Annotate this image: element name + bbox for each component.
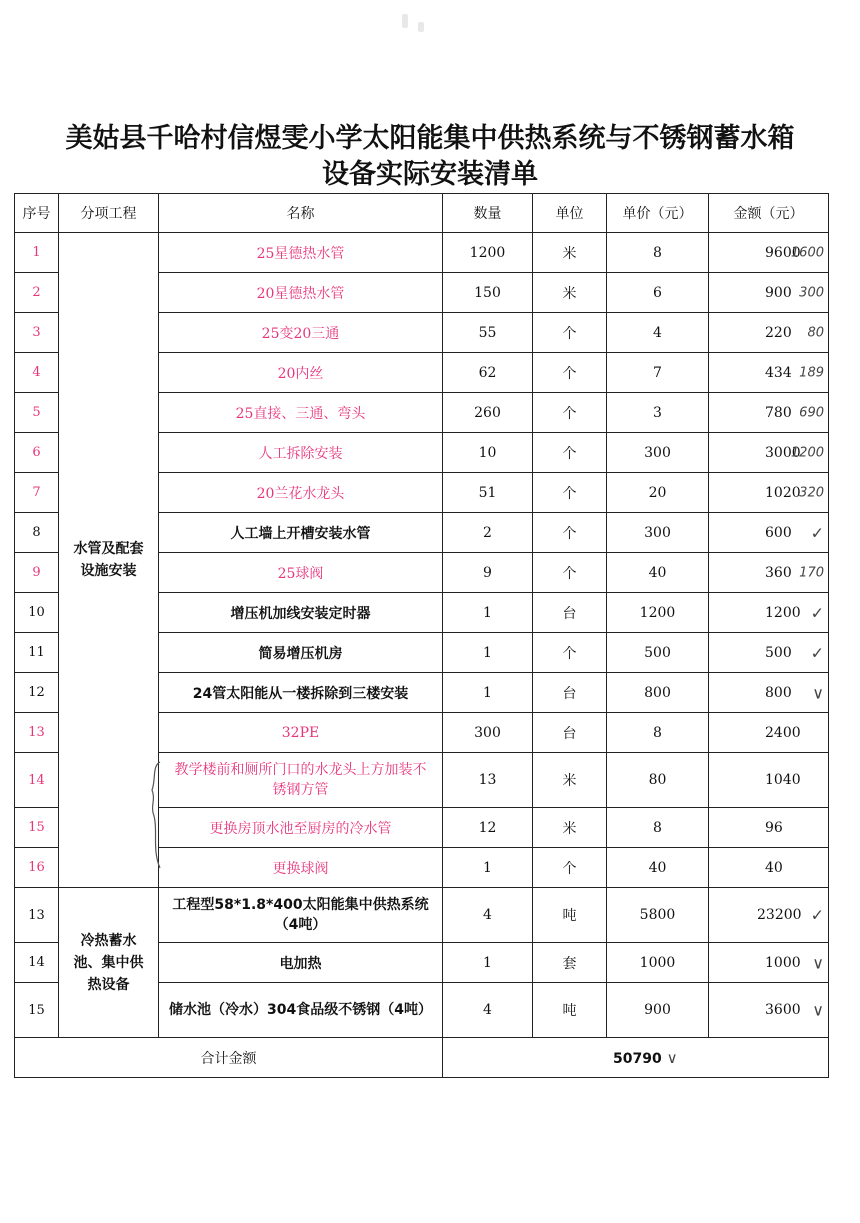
amount-value: 9600	[765, 244, 801, 261]
total-value: 50790	[613, 1050, 662, 1067]
cell-amount	[709, 713, 829, 753]
cell-amount	[709, 983, 829, 1038]
cell-price: 8	[607, 713, 709, 753]
cell-qty: 1	[443, 593, 533, 633]
cell-amount	[709, 393, 829, 433]
amount-value: 800	[765, 684, 792, 701]
total-row	[15, 1038, 829, 1078]
cell-amount	[709, 473, 829, 513]
check-mark: ✓	[810, 603, 824, 622]
header-name: 名称	[159, 194, 443, 233]
cell-unit: 吨	[533, 888, 607, 943]
handwritten-mark: 300	[799, 285, 824, 300]
cell-name: 20星德热水管	[159, 273, 443, 313]
cell-name: 32PE	[159, 713, 443, 753]
cell-qty: 62	[443, 353, 533, 393]
cell-unit: 个	[533, 553, 607, 593]
amount-value: 3000	[765, 444, 801, 461]
amount-value: 23200	[757, 907, 802, 923]
installation-list-table	[14, 193, 829, 1078]
amount-value: 2400	[765, 724, 801, 741]
amount-value: 1020	[765, 484, 801, 501]
cell-unit: 个	[533, 313, 607, 353]
cell-unit: 个	[533, 393, 607, 433]
amount-value: 600	[765, 524, 792, 541]
cell-name: 简易增压机房	[159, 633, 443, 673]
cell-amount	[709, 888, 829, 943]
cell-price: 1200	[607, 593, 709, 633]
check-mark: ✓	[810, 905, 824, 925]
cell-seq: 16	[15, 848, 59, 888]
cell-name: 25变20三通	[159, 313, 443, 353]
category-cell: 水管及配套设施安装	[59, 233, 159, 888]
cell-price: 6	[607, 273, 709, 313]
cell-name: 25星德热水管	[159, 233, 443, 273]
scan-speck	[402, 14, 408, 28]
check-mark: ✓	[810, 643, 824, 662]
amount-value: 1000	[765, 954, 801, 971]
cell-qty: 1	[443, 848, 533, 888]
cell-name: 25直接、三通、弯头	[159, 393, 443, 433]
cell-price: 1000	[607, 943, 709, 983]
amount-value: 96	[765, 819, 783, 836]
cell-qty: 12	[443, 808, 533, 848]
cell-seq: 11	[15, 633, 59, 673]
cell-price: 300	[607, 433, 709, 473]
cell-name: 更换房顶水池至厨房的冷水管	[159, 808, 443, 848]
cell-qty: 51	[443, 473, 533, 513]
cell-amount	[709, 593, 829, 633]
cell-price: 8	[607, 808, 709, 848]
cell-price: 900	[607, 983, 709, 1038]
cell-unit: 个	[533, 513, 607, 553]
document-title-line1: 美姑县千哈村信煜雯小学太阳能集中供热系统与不锈钢蓄水箱	[65, 123, 795, 154]
handwritten-mark: 1600	[790, 245, 824, 260]
cell-unit: 米	[533, 233, 607, 273]
cell-price: 80	[607, 753, 709, 808]
cell-price: 40	[607, 848, 709, 888]
cell-amount	[709, 943, 829, 983]
header-price: 单价（元）	[607, 194, 709, 233]
amount-value: 1040	[765, 772, 801, 788]
cell-seq: 10	[15, 593, 59, 633]
cell-unit: 个	[533, 353, 607, 393]
cell-qty: 9	[443, 553, 533, 593]
cell-seq: 15	[15, 808, 59, 848]
cell-qty: 260	[443, 393, 533, 433]
amount-value: 780	[765, 404, 792, 421]
cell-price: 8	[607, 233, 709, 273]
cell-unit: 米	[533, 753, 607, 808]
header-qty: 数量	[443, 194, 533, 233]
cell-qty: 1	[443, 633, 533, 673]
amount-value: 1200	[765, 604, 801, 621]
category-cell: 冷热蓄水池、集中供热设备	[59, 888, 159, 1038]
cell-name: 人工拆除安装	[159, 433, 443, 473]
cell-unit: 吨	[533, 983, 607, 1038]
cell-name: 电加热	[159, 943, 443, 983]
amount-value: 900	[765, 284, 792, 301]
table-row	[15, 233, 829, 273]
cell-price: 20	[607, 473, 709, 513]
cell-unit: 个	[533, 433, 607, 473]
cell-price: 7	[607, 353, 709, 393]
cell-seq: 8	[15, 513, 59, 553]
cell-unit: 套	[533, 943, 607, 983]
cell-amount	[709, 808, 829, 848]
cell-amount	[709, 633, 829, 673]
cell-qty: 2	[443, 513, 533, 553]
header-category: 分项工程	[59, 194, 159, 233]
cell-seq: 1	[15, 233, 59, 273]
cell-price: 4	[607, 313, 709, 353]
cell-name: 储水池（冷水）304食品级不锈钢（4吨）	[159, 983, 443, 1038]
cell-seq: 13	[15, 888, 59, 943]
handwritten-mark: 690	[799, 405, 824, 420]
cell-qty: 13	[443, 753, 533, 808]
cell-qty: 4	[443, 888, 533, 943]
check-mark: ∨	[812, 683, 824, 702]
check-mark: ✓	[810, 523, 824, 542]
cell-seq: 4	[15, 353, 59, 393]
cell-seq: 14	[15, 753, 59, 808]
cell-name: 20兰花水龙头	[159, 473, 443, 513]
cell-price: 40	[607, 553, 709, 593]
cell-name: 教学楼前和厕所门口的水龙头上方加装不锈钢方管	[159, 753, 443, 808]
cell-price: 800	[607, 673, 709, 713]
handwritten-mark: 80	[807, 325, 824, 340]
header-seq: 序号	[15, 194, 59, 233]
cell-price: 300	[607, 513, 709, 553]
handwritten-mark: 189	[799, 365, 824, 380]
cell-unit: 个	[533, 633, 607, 673]
cell-seq: 12	[15, 673, 59, 713]
handwritten-mark: 1200	[790, 445, 824, 460]
amount-value: 434	[765, 364, 792, 381]
cell-name: 24管太阳能从一楼拆除到三楼安装	[159, 673, 443, 713]
check-mark: ∨	[666, 1048, 678, 1067]
cell-amount	[709, 233, 829, 273]
cell-price: 5800	[607, 888, 709, 943]
cell-amount	[709, 433, 829, 473]
header-amount: 金额（元）	[709, 194, 829, 233]
cell-seq: 2	[15, 273, 59, 313]
cell-seq: 6	[15, 433, 59, 473]
check-mark: ∨	[812, 1000, 824, 1020]
cell-unit: 个	[533, 473, 607, 513]
cell-seq: 9	[15, 553, 59, 593]
cell-unit: 米	[533, 808, 607, 848]
cell-name: 人工墙上开槽安装水管	[159, 513, 443, 553]
cell-name: 更换球阀	[159, 848, 443, 888]
cell-seq: 5	[15, 393, 59, 433]
cell-qty: 55	[443, 313, 533, 353]
cell-amount	[709, 353, 829, 393]
cell-amount	[709, 673, 829, 713]
cell-qty: 4	[443, 983, 533, 1038]
total-amount-cell	[443, 1038, 829, 1078]
cell-unit: 台	[533, 593, 607, 633]
cell-amount	[709, 848, 829, 888]
amount-value: 360	[765, 564, 792, 581]
cell-seq: 15	[15, 983, 59, 1038]
check-mark: ∨	[812, 953, 824, 972]
handwritten-mark: 320	[799, 485, 824, 500]
handwritten-brace-mark	[148, 760, 162, 870]
cell-name: 25球阀	[159, 553, 443, 593]
scan-speck	[418, 22, 424, 32]
cell-qty: 10	[443, 433, 533, 473]
cell-unit: 米	[533, 273, 607, 313]
cell-qty: 1	[443, 943, 533, 983]
cell-name: 20内丝	[159, 353, 443, 393]
cell-amount	[709, 513, 829, 553]
cell-seq: 14	[15, 943, 59, 983]
document-title-line2: 设备实际安装清单	[322, 159, 538, 190]
amount-value: 500	[765, 644, 792, 661]
cell-name: 增压机加线安装定时器	[159, 593, 443, 633]
cell-qty: 300	[443, 713, 533, 753]
amount-value: 40	[765, 859, 783, 876]
cell-seq: 13	[15, 713, 59, 753]
cell-amount	[709, 273, 829, 313]
table-row	[15, 888, 829, 943]
cell-qty: 1200	[443, 233, 533, 273]
cell-price: 500	[607, 633, 709, 673]
amount-value: 3600	[765, 1002, 801, 1018]
cell-amount	[709, 753, 829, 808]
handwritten-mark: 170	[799, 565, 824, 580]
cell-amount	[709, 313, 829, 353]
cell-unit: 个	[533, 848, 607, 888]
cell-qty: 1	[443, 673, 533, 713]
amount-value: 220	[765, 324, 792, 341]
cell-qty: 150	[443, 273, 533, 313]
table-header-row	[15, 194, 829, 233]
cell-name: 工程型58*1.8*400太阳能集中供热系统（4吨）	[159, 888, 443, 943]
cell-unit: 台	[533, 713, 607, 753]
cell-seq: 7	[15, 473, 59, 513]
cell-unit: 台	[533, 673, 607, 713]
cell-price: 3	[607, 393, 709, 433]
cell-amount	[709, 553, 829, 593]
cell-seq: 3	[15, 313, 59, 353]
total-label: 合计金额	[15, 1038, 443, 1078]
header-unit: 单位	[533, 194, 607, 233]
